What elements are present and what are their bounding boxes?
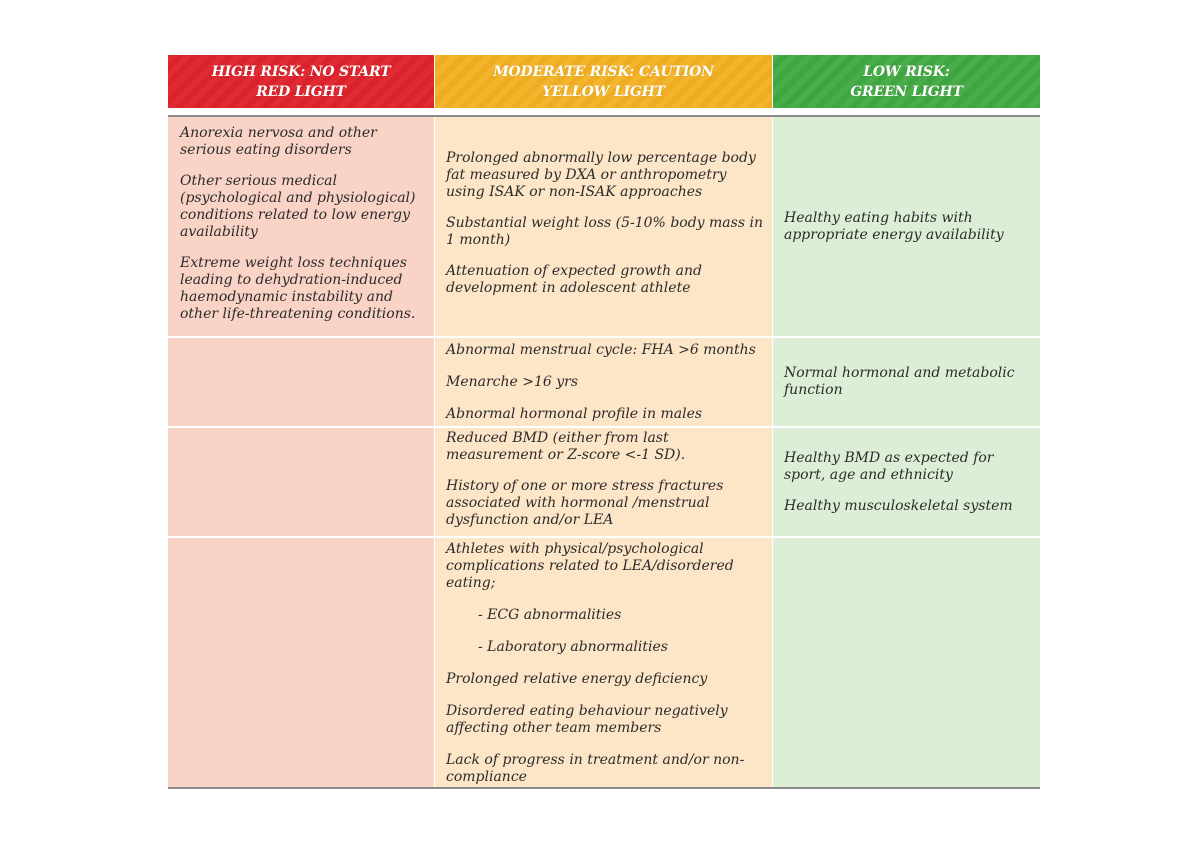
header-moderate-risk bbox=[435, 55, 772, 108]
header-low-risk bbox=[773, 55, 1040, 108]
green-item: Healthy BMD as expected for sport, age and ethnicity bbox=[784, 449, 994, 483]
bottom-rule bbox=[168, 787, 1040, 789]
red-item: Extreme weight loss techniques leading to dehydration-induced haemodynamic instability and other life-threatening conditions. bbox=[180, 255, 416, 322]
yellow-item: Substantial weight loss (5-10% body mass in 1 month) bbox=[446, 215, 763, 248]
red-cell bbox=[168, 338, 434, 426]
header-row bbox=[168, 55, 1040, 108]
green-item: Healthy eating habits with appropriate energy availability bbox=[784, 209, 1004, 243]
yellow-item: Reduced BMD (either from last measurement or Z-score <-1 SD). bbox=[446, 430, 686, 463]
yellow-subitem: - ECG abnormalities bbox=[478, 607, 622, 623]
yellow-item: Prolonged relative energy deficiency bbox=[446, 671, 708, 687]
yellow-item: Athletes with physical/psychological complications related to LEA/disordered eating; bbox=[446, 541, 734, 591]
yellow-item: Menarche >16 yrs bbox=[446, 374, 579, 390]
green-cell bbox=[773, 117, 1040, 336]
green-cell bbox=[773, 338, 1040, 426]
yellow-item: Attenuation of expected growth and development in adolescent athlete bbox=[446, 263, 702, 296]
table-row bbox=[168, 428, 1040, 538]
header-low-risk-line2: GREEN LIGHT bbox=[850, 83, 963, 100]
green-item: Normal hormonal and metabolic function bbox=[784, 365, 1015, 398]
table-row bbox=[168, 538, 1040, 787]
yellow-item: Abnormal menstrual cycle: FHA >6 months bbox=[446, 342, 756, 358]
yellow-item: Abnormal hormonal profile in males bbox=[446, 406, 703, 422]
red-cell bbox=[168, 428, 434, 536]
red-cell bbox=[168, 538, 434, 787]
table-row bbox=[168, 338, 1040, 428]
yellow-subitem: - Laboratory abnormalities bbox=[478, 639, 668, 655]
red-cell bbox=[168, 117, 434, 336]
table-row bbox=[168, 117, 1040, 338]
green-item: Healthy musculoskeletal system bbox=[784, 497, 1013, 514]
red-item: Other serious medical (psychological and physiological) conditions related to low energy availability bbox=[180, 173, 416, 240]
header-high-risk bbox=[168, 55, 434, 108]
header-moderate-risk-line2: YELLOW LIGHT bbox=[542, 83, 665, 100]
yellow-item: Prolonged abnormally low percentage body fat measured by DXA or anthropometry using ISAK or non-ISAK approaches bbox=[446, 150, 756, 200]
yellow-item: Lack of progress in treatment and/or non-compliance bbox=[446, 752, 745, 785]
yellow-item: Disordered eating behaviour negatively affecting other team members bbox=[446, 703, 728, 736]
green-cell bbox=[773, 538, 1040, 787]
header-low-risk-line1: LOW RISK: bbox=[863, 63, 950, 80]
yellow-cell bbox=[435, 338, 772, 426]
header-divider bbox=[168, 108, 1040, 117]
risk-stratification-table bbox=[168, 55, 1040, 789]
header-moderate-risk-line1: MODERATE RISK: CAUTION bbox=[493, 63, 714, 80]
yellow-cell bbox=[435, 117, 772, 336]
red-item: Anorexia nervosa and other serious eating disorders bbox=[180, 125, 377, 158]
green-cell bbox=[773, 428, 1040, 536]
yellow-cell bbox=[435, 538, 772, 787]
yellow-item: History of one or more stress fractures associated with hormonal /menstrual dysfunction and/or LEA bbox=[446, 478, 724, 528]
header-high-risk-line2: RED LIGHT bbox=[256, 83, 346, 100]
header-high-risk-line1: HIGH RISK: NO START bbox=[211, 63, 391, 80]
yellow-cell bbox=[435, 428, 772, 536]
